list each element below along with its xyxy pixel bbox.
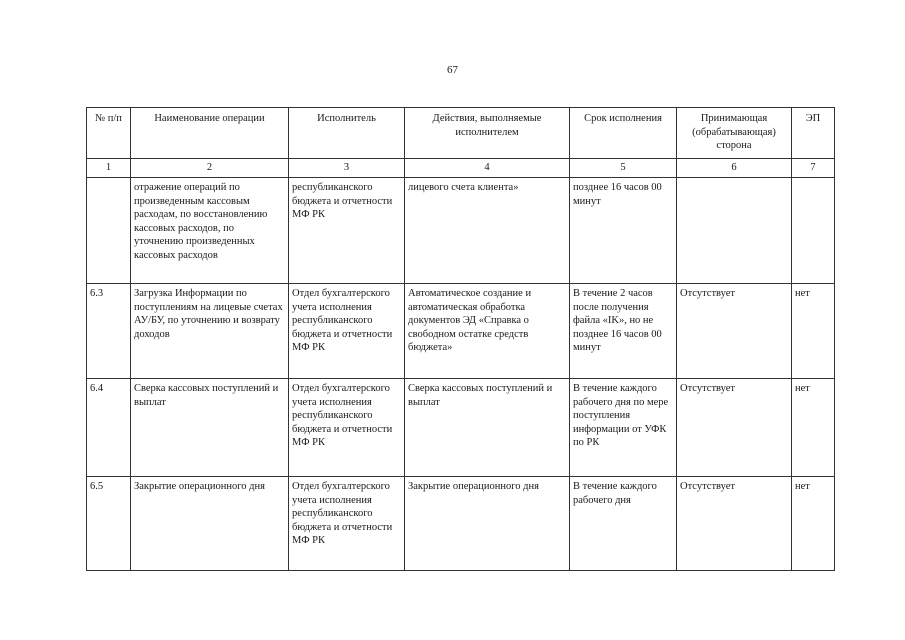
- table-header-row: [87, 108, 835, 159]
- column-number: 1: [87, 159, 131, 178]
- row-number: 6.4: [87, 379, 131, 477]
- actions-cell: Автоматическое создание и автоматическая обработка документов ЭД «Справка о свободном остатке средств бюджета»: [405, 284, 570, 379]
- column-number: 5: [570, 159, 677, 178]
- ep-cell: нет: [792, 284, 835, 379]
- operations-table: [86, 107, 835, 571]
- row-number: 6.3: [87, 284, 131, 379]
- header-ep: ЭП: [792, 108, 835, 159]
- header-number: № п/п: [87, 108, 131, 159]
- ep-cell: [792, 178, 835, 284]
- deadline-cell: В течение каждого рабочего дня: [570, 477, 677, 571]
- table-row: [87, 284, 835, 379]
- receiver-cell: [677, 178, 792, 284]
- column-number: 3: [289, 159, 405, 178]
- actions-cell: лицевого счета клиента»: [405, 178, 570, 284]
- operation-cell: Закрытие операционного дня: [131, 477, 289, 571]
- deadline-cell: позднее 16 часов 00 минут: [570, 178, 677, 284]
- operation-cell: Сверка кассовых поступлений и выплат: [131, 379, 289, 477]
- deadline-cell: В течение 2 часов после получения файла «IK», но не позднее 16 часов 00 минут: [570, 284, 677, 379]
- receiver-cell: Отсутствует: [677, 477, 792, 571]
- row-number: [87, 178, 131, 284]
- table-row: [87, 477, 835, 571]
- column-number: 2: [131, 159, 289, 178]
- page-number: 67: [447, 64, 458, 76]
- column-number: 7: [792, 159, 835, 178]
- header-actions: Действия, выполняемые исполнителем: [405, 108, 570, 159]
- executor-cell: республиканского бюджета и отчетности МФ РК: [289, 178, 405, 284]
- column-number: 4: [405, 159, 570, 178]
- row-number: 6.5: [87, 477, 131, 571]
- actions-cell: Сверка кассовых поступлений и выплат: [405, 379, 570, 477]
- executor-cell: Отдел бухгалтерского учета исполнения республиканского бюджета и отчетности МФ РК: [289, 477, 405, 571]
- receiver-cell: Отсутствует: [677, 284, 792, 379]
- table-row: [87, 379, 835, 477]
- header-operation: Наименование операции: [131, 108, 289, 159]
- header-receiver: Принимающая (обрабатывающая) сторона: [677, 108, 792, 159]
- header-deadline: Срок исполнения: [570, 108, 677, 159]
- receiver-cell: Отсутствует: [677, 379, 792, 477]
- executor-cell: Отдел бухгалтерского учета исполнения республиканского бюджета и отчетности МФ РК: [289, 379, 405, 477]
- ep-cell: нет: [792, 379, 835, 477]
- deadline-cell: В течение каждого рабочего дня по мере поступления информации от УФК по РК: [570, 379, 677, 477]
- executor-cell: Отдел бухгалтерского учета исполнения республиканского бюджета и отчетности МФ РК: [289, 284, 405, 379]
- header-executor: Исполнитель: [289, 108, 405, 159]
- operation-cell: отражение операций по произведенным кассовым расходам, по восстановлению кассовых расходов, по уточнению произведенных кассовых расходов: [131, 178, 289, 284]
- operation-cell: Загрузка Информации по поступлениям на лицевые счетах АУ/БУ, по уточнению и возврату доходов: [131, 284, 289, 379]
- ep-cell: нет: [792, 477, 835, 571]
- table-row: [87, 178, 835, 284]
- column-number: 6: [677, 159, 792, 178]
- column-number-row: [87, 159, 835, 178]
- actions-cell: Закрытие операционного дня: [405, 477, 570, 571]
